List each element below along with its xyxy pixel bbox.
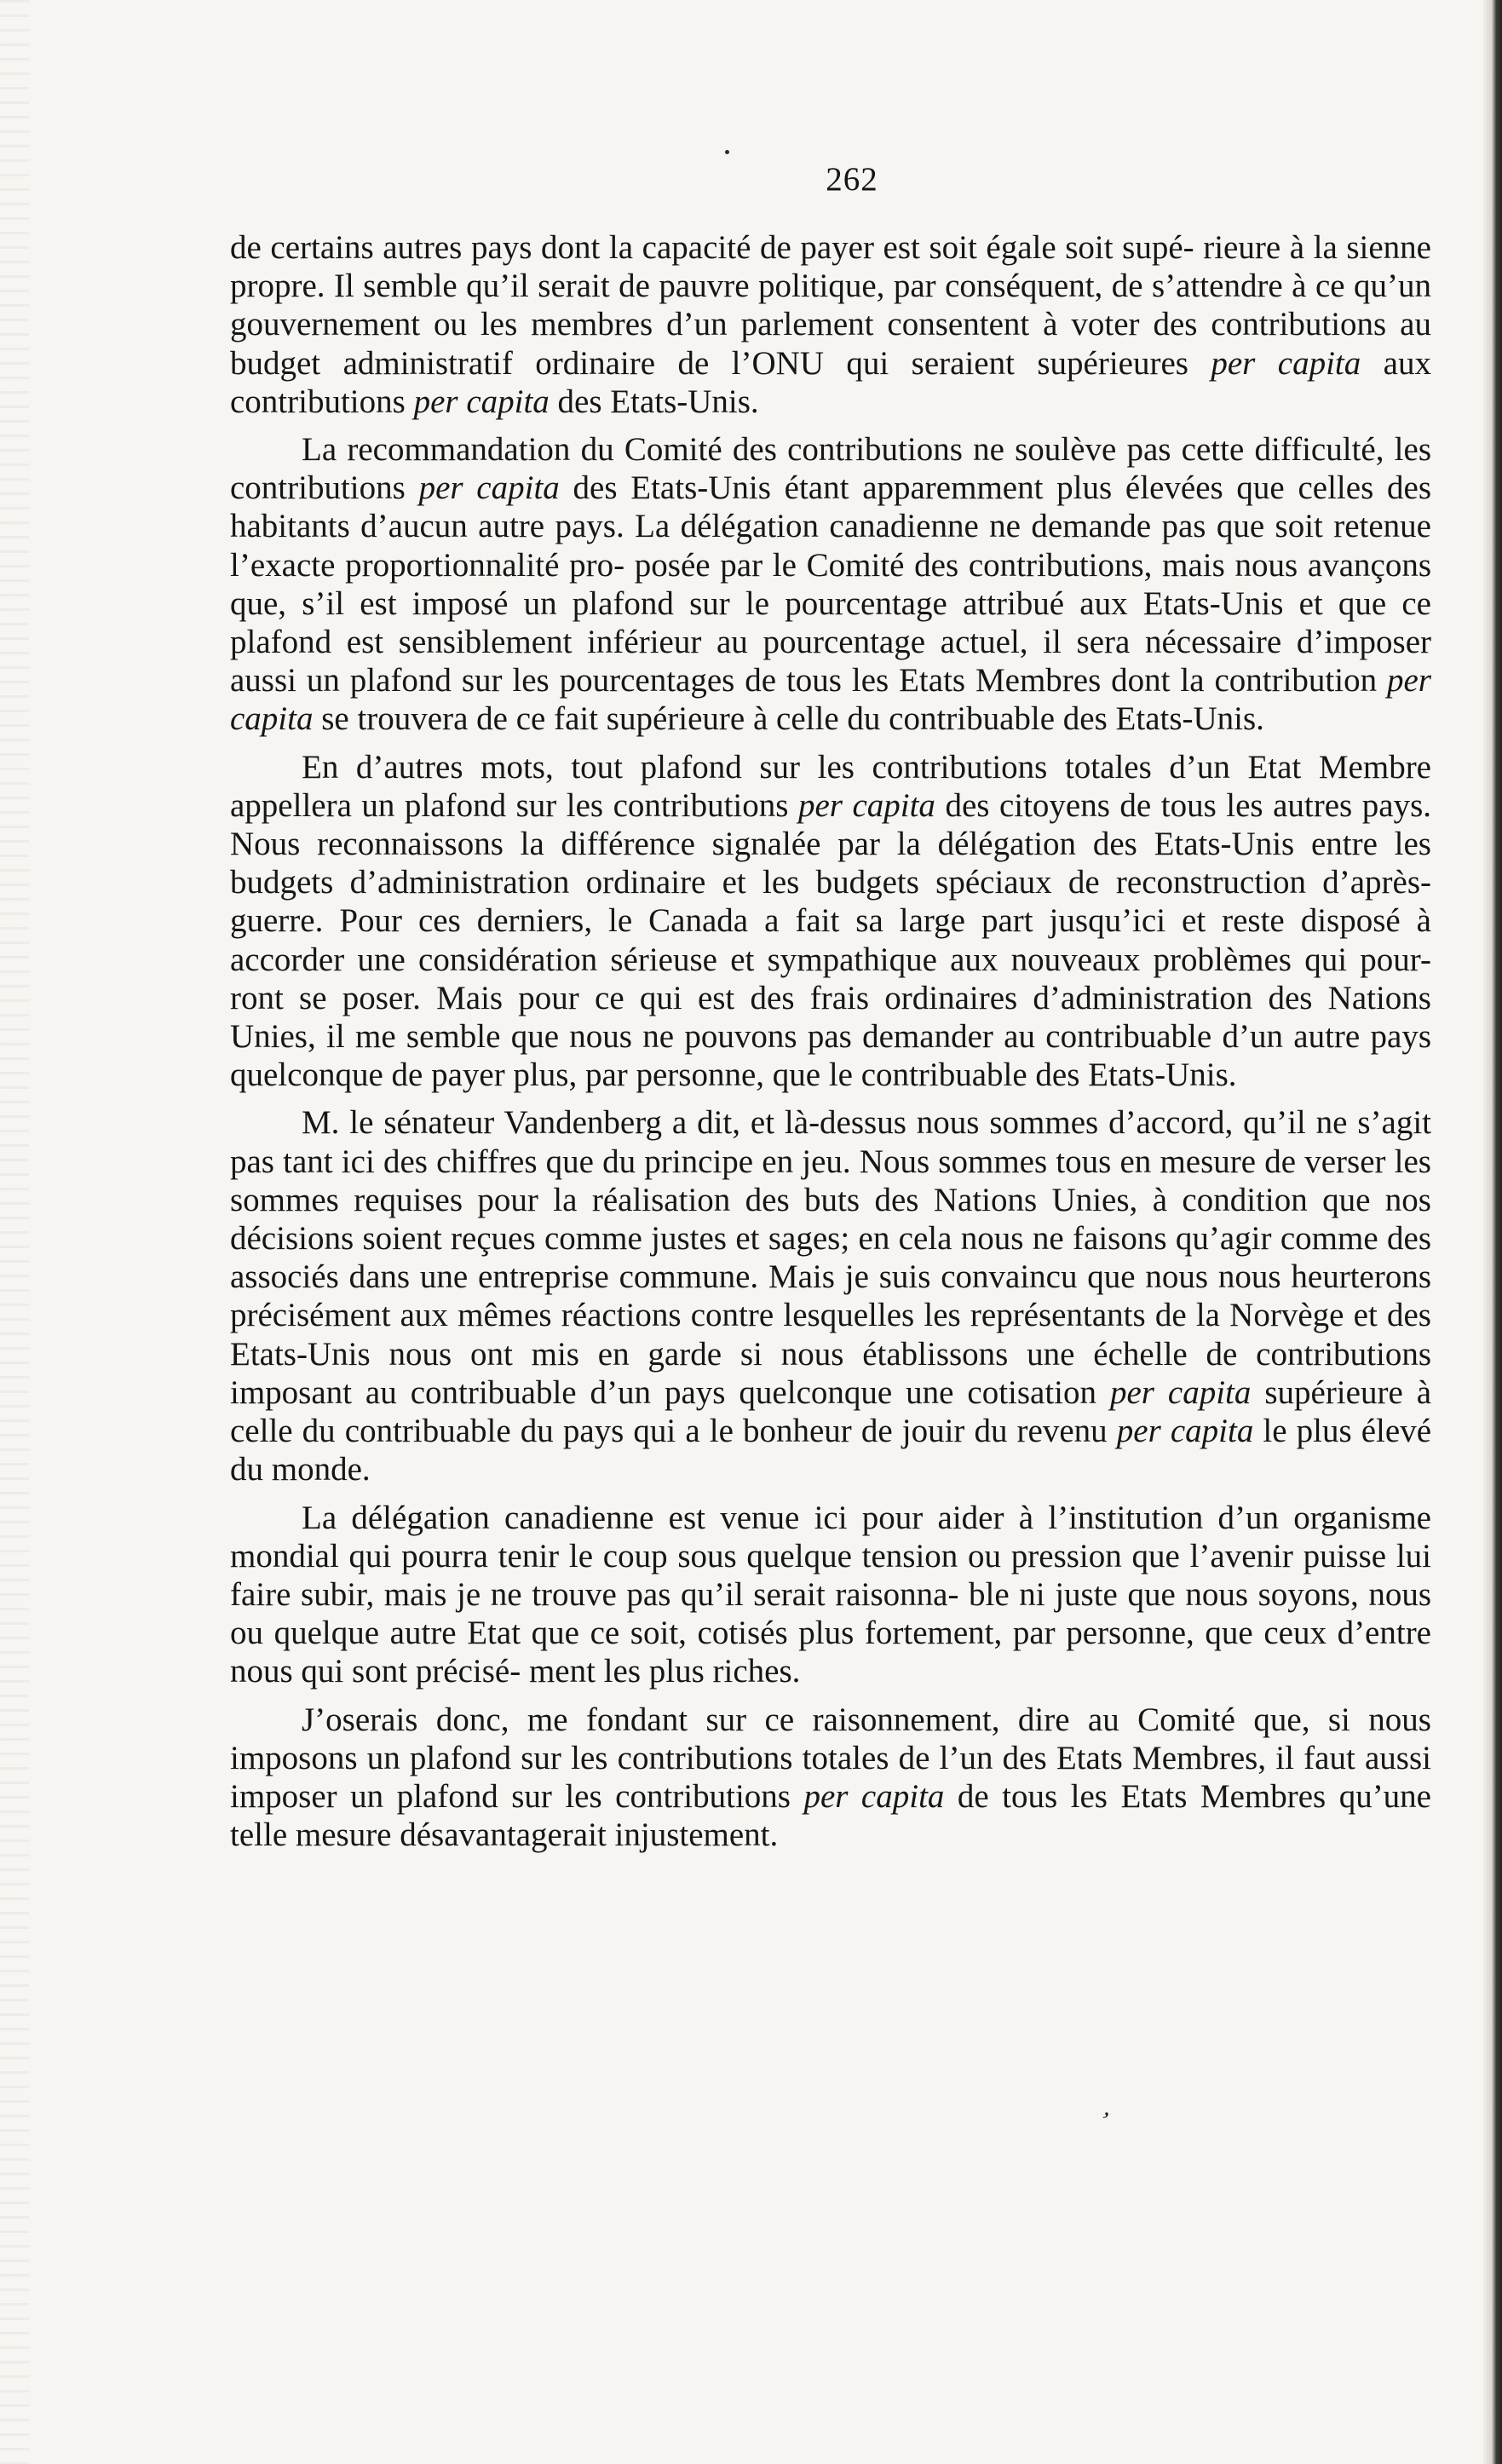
text-run: aux contributions <box>230 344 1431 420</box>
body-text <box>230 228 1431 1854</box>
text-run: de tous les Etats Membres qu’une telle mesure désavantagerait injustement. <box>230 1777 1431 1854</box>
italic-term: per capita <box>1116 1413 1254 1450</box>
text-run: des Etats-Unis étant apparemment plus élevées que celles des habitants d’aucun autre pays. La délégation canadienne ne demande pas que soit retenue l’exacte proportionnalité pro- posée par le Comité des contributions, mais nous avançons que, s’il est imposé un plafond sur le pourcentage attribué aux Etats-Unis et que ce plafond est sensiblement inférieur au pourcentage actuel, il sera nécessaire d’imposer aussi un plafond sur les pourcentages de tous les Etats Membres dont la contribution <box>230 469 1431 699</box>
italic-term: per capita <box>1109 1373 1252 1411</box>
page-left-edge <box>0 0 29 2464</box>
page-binding-edge <box>1483 0 1502 2464</box>
text-run: La recommandation du Comité des contributions ne soulève pas cette difficulté, les contributions <box>230 431 1431 507</box>
paragraph <box>230 430 1431 739</box>
text-run: se trouvera de ce fait supérieure à celle du contribuable des Etats-Unis. <box>313 700 1264 738</box>
text-run: de certains autres pays dont la capacité de payer est soit égale soit supé- rieure à la sienne propre. Il semble qu’il serait de pauvre politique, par conséquent, de s’attendre à ce qu’un gouvernement ou les membres d’un parlement consentent à voter des contributions au budget administratif ordinaire de l’ONU qui seraient supérieures <box>230 229 1431 382</box>
stray-ink-mark: , <box>1101 2093 1118 2122</box>
paragraph <box>230 748 1431 1095</box>
text-run: supérieure à celle du contribuable du pays qui a le bonheur de jouir du revenu <box>230 1373 1432 1450</box>
italic-term: per capita <box>1211 344 1361 382</box>
ink-speck <box>725 150 729 154</box>
italic-term: per capita <box>797 786 935 824</box>
italic-term: per capita <box>418 469 560 507</box>
text-run: le plus élevé du monde. <box>230 1413 1432 1488</box>
page-number: 262 <box>826 161 878 198</box>
text-run: des citoyens de tous les autres pays. Nous reconnaissons la différence signalée par la délégation des Etats-Unis entre les budgets d’administration ordinaire et les budgets spéciaux de reconstruction d’après-guerre. Pour ces derniers, le Canada a fait sa large part jusqu’ici et reste disposé à accorder une considération sérieuse et sympathique aux nouveaux problèmes qui pour- ront se poser. Mais pour ce qui est des frais ordinaires d’administration des Nations Unies, il me semble que nous ne pouvons pas demander au contribuable d’un autre pays quelconque de payer plus, par personne, que le contribuable des Etats-Unis. <box>230 786 1431 1094</box>
paragraph <box>230 228 1431 421</box>
italic-term: per capita <box>413 383 550 420</box>
text-run: En d’autres mots, tout plafond sur les contributions totales d’un Etat Membre appellera un plafond sur les contributions <box>230 748 1431 824</box>
text-run: La délégation canadienne est venue ici pour aider à l’institution d’un organisme mondial qui pourra tenir le coup sous quelque tension ou pression que l’avenir puisse lui faire subir, mais je ne trouve pas qu’il serait raisonna- ble ni juste que nous soyons, nous ou quelque autre Etat que ce soit, cotisés plus fortement, par personne, que ceux d’entre nous qui sont précisé- ment les plus riches. <box>230 1499 1431 1690</box>
paragraph <box>230 1499 1431 1691</box>
text-run: M. le sénateur Vandenberg a dit, et là-dessus nous sommes d’accord, qu’il ne s’agit pas tant ici des chiffres que du principe en jeu. Nous sommes tous en mesure de verser les sommes requises pour la réalisation des buts des Nations Unies, à condition que nos décisions soient reçues comme justes et sages; en cela nous ne faisons qu’agir comme des associés dans une entreprise commune. Mais je suis convaincu que nous nous heurterons précisément aux mêmes réactions contre lesquelles les représentants de la Norvège et des Etats-Unis nous ont mis en garde si nous établissons une échelle de contributions imposant au contribuable d’un pays quelconque une cotisation <box>230 1104 1431 1411</box>
paragraph <box>230 1701 1431 1855</box>
text-run: J’oserais donc, me fondant sur ce raisonnement, dire au Comité que, si nous imposons un plafond sur les contributions totales de l’un des Etats Membres, il faut aussi imposer un plafond sur les contributions <box>230 1701 1431 1815</box>
italic-term: per capita <box>230 662 1431 738</box>
paragraph <box>230 1103 1431 1488</box>
italic-term: per capita <box>803 1777 945 1815</box>
text-run: des Etats-Unis. <box>549 383 759 420</box>
